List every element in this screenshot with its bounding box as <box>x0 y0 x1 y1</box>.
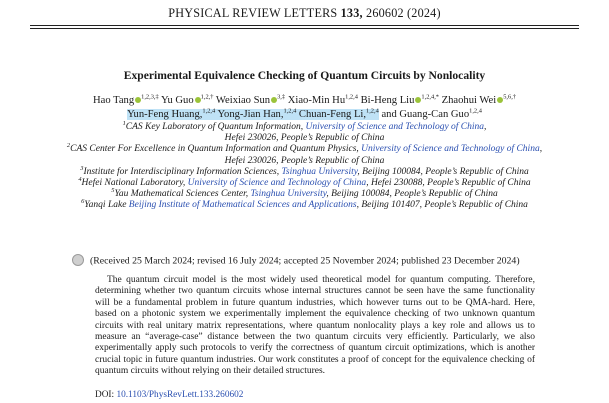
author: Guang-Can Guo$^{1,2,4}$ <box>399 106 482 120</box>
affiliation: $^5$Yau Mathematical Sciences Center, Tsinghua University, Beijing 100084, People’s Republic of China <box>111 187 498 200</box>
affiliation-list <box>24 119 585 212</box>
affiliation: $^6$Yanqi Lake Beijing Institute of Mathematical Sciences and Applications, Beijing 101407, People’s Republic of China <box>81 198 528 211</box>
header-rule-top <box>30 25 579 26</box>
affiliation: $^2$CAS Center For Excellence in Quantum Information and Quantum Physics, University of Science and Technology of China, Hefei 230026, People’s Republic of China <box>66 142 543 166</box>
paper-title: Experimental Equivalence Checking of Quantum Circuits by Nonlocality <box>123 69 486 82</box>
check-for-updates-icon[interactable] <box>72 254 84 266</box>
journal-header <box>0 6 609 21</box>
author: Bi-Heng Liu $^{1,2,4,*}$ <box>360 93 439 106</box>
author: Yong-Jian Han,$^{1,2,4}$ <box>217 106 297 120</box>
affiliation-link[interactable]: University of Science and Technology of China <box>305 122 485 132</box>
affiliation-link[interactable]: Tsinghua University <box>281 166 358 177</box>
affiliation: $^3$Institute for Interdisciplinary Information Sciences, Tsinghua University, Beijing 100084, People’s Republic of China <box>80 164 529 177</box>
and-word: and <box>381 108 397 120</box>
article-number: 260602 (2024) <box>366 6 441 20</box>
author: Hao Tang $^{1,2,3,\ddagger}$ <box>93 93 159 106</box>
header-rule-bottom <box>30 28 579 29</box>
highlighted-authors <box>127 106 379 120</box>
doi-link[interactable]: 10.1103/PhysRevLett.133.260602 <box>116 390 244 400</box>
received-dates: (Received 25 March 2024; revised 16 July 2024; accepted 25 November 2024; published 23 December 2024) <box>72 255 552 267</box>
journal-name: PHYSICAL REVIEW LETTERS <box>168 6 338 20</box>
affiliation-link[interactable]: Beijing Institute of Mathematical Sciences and Applications <box>128 200 357 211</box>
journal-volume: 133, <box>340 6 363 20</box>
doi-line <box>95 390 243 400</box>
affiliation-link[interactable]: Tsinghua University <box>250 189 327 200</box>
author: Yu Guo $^{1,2,\dagger}$ <box>160 93 214 106</box>
author: Zhaohui Wei $^{5,6,\dagger}$ <box>441 93 516 106</box>
abstract: The quantum circuit model is the most widely used theoretical model for quantum computing. Therefore, determining whether two quantum circuits whose internal structures cannot be seen have the same functionality will be a fundamental problem in future quantum industries, which however turns out to be QMA-hard. Here, based on a photonic system we experimentally implement the equivalence checking of two unknown quantum circuits with real unitary matrix representations, where quantum nonlocality plays a key role and allows us to measure an “average-case” distance between the two quantum circuits very efficiently. Particularly, we also experimentally apply such protocols to verify the correctness of quantum circuit optimizations, which is another crucial topic in future quantum industries. Our work constitutes a proof of concept for the equivalence checking of quantum circuits without relying on their detailed structures. <box>95 275 535 377</box>
doi-label: DOI: <box>95 390 115 400</box>
affiliation-link[interactable]: University of Science and Technology of China <box>187 178 367 189</box>
author-list <box>40 94 569 121</box>
affiliation: $^1$CAS Key Laboratory of Quantum Information, University of Science and Technology of China, Hefei 230026, People’s Republic of China <box>122 119 487 144</box>
author: Weixiao Sun $^{3,\ddagger}$ <box>215 93 286 106</box>
author: Chuan-Feng Li,$^{1,2,4}$ <box>298 106 379 120</box>
author: Xiao-Min Hu$^{1,2,4}$ <box>287 93 358 106</box>
author: Yun-Feng Huang,$^{1,2,4}$ <box>127 106 216 120</box>
affiliation: $^4$Hefei National Laboratory, University of Science and Technology of China, Hefei 230088, People’s Republic of China <box>78 175 531 189</box>
affiliation-link[interactable]: University of Science and Technology of China <box>361 144 540 155</box>
